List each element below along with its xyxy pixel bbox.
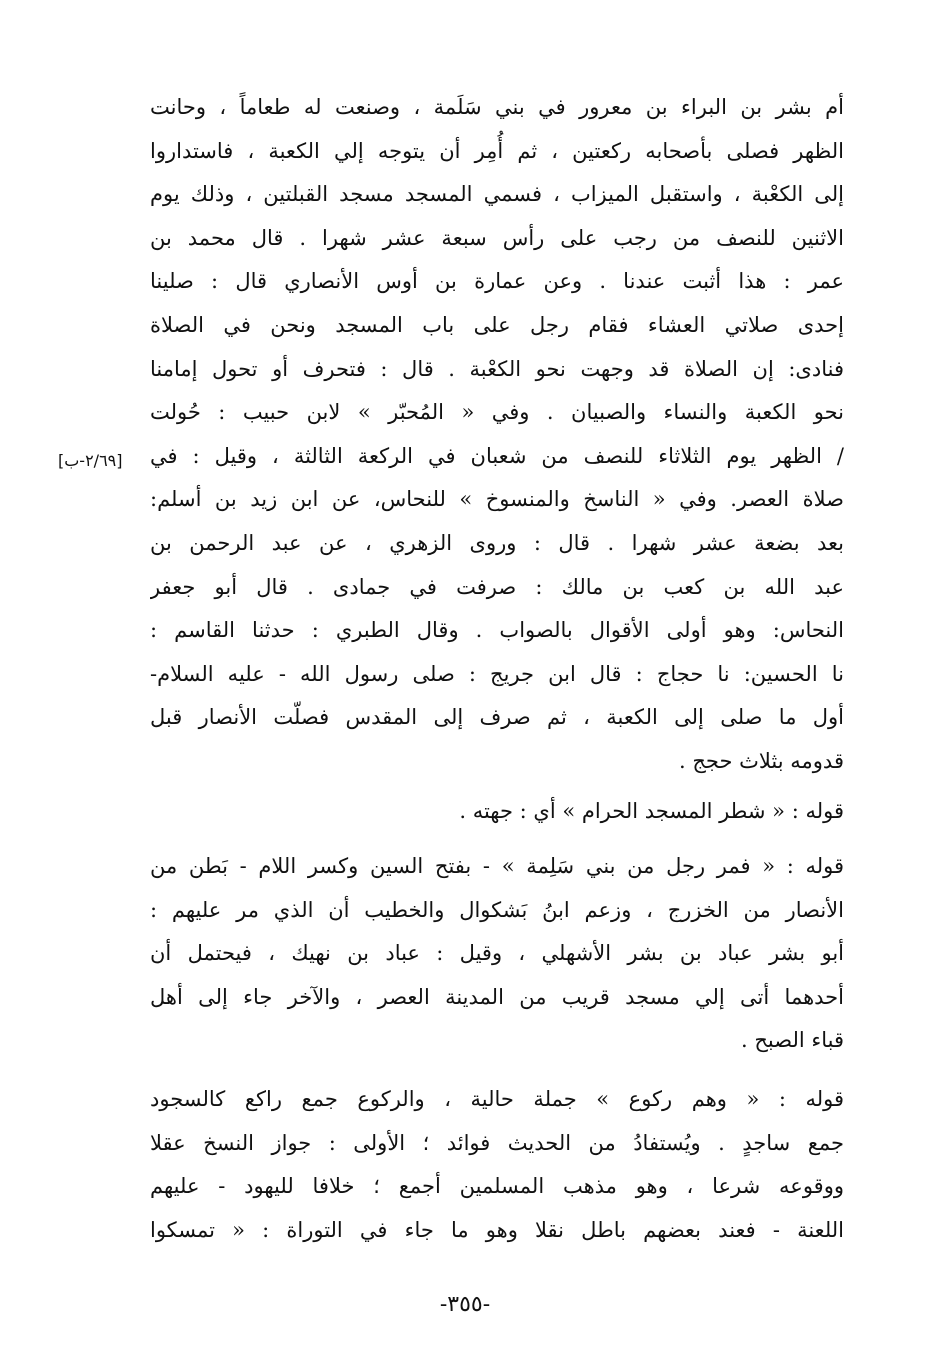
- text-line: قوله : « وهم ركوع » جملة حالية ، والركوع جمع راكع كالسجود: [150, 1087, 844, 1111]
- text-line: أحدهما أتى إلي مسجد قريب من المدينة العصر ، والآخر جاء إلى أهل: [150, 984, 844, 1009]
- text-line: / الظهر يوم الثلاثاء للنصف من شعبان في الركعة الثالثة ، وقيل : في: [150, 443, 844, 468]
- text-line: الظهر فصلى بأصحابه ركعتين ، ثم أُمِر أن يتوجه إلي الكعبة ، فاستداروا: [150, 138, 844, 163]
- text-line: أبو بشر عباد بن بشر الأشهلي ، وقيل : عباد بن نهيك ، فيحتمل أن: [150, 941, 844, 966]
- text-line: الأنصار من الخزرج ، وزعم ابنُ بَشكوال والخطيب أن الذي مر عليهم :: [150, 897, 844, 922]
- text-line: نحو الكعبة والنساء والصبيان . وفي « المُحبّر » لابن حبيب : حُولت: [150, 400, 844, 425]
- text-line: أم بشر بن البراء بن معرور في بني سَلَمة ، وصنعت له طعاماً ، وحانت: [150, 95, 844, 119]
- page-number: -٣٥٥-: [439, 1292, 491, 1317]
- text-line: بعد بضعة عشر شهرا . قال : وروى الزهري ، عن عبد الرحمن بن: [150, 530, 844, 555]
- text-line: قوله : « فمر رجل من بني سَلِمة » - بفتح السين وكسر اللام - بَطن من: [150, 854, 844, 878]
- paragraph-3: [150, 845, 844, 1063]
- text-line: ووقوعه شرعا ، وهو مذهب المسلمين أجمع ؛ خلافا لليهود - عليهم: [150, 1174, 844, 1199]
- text-line: قدومه بثلاث حجج .: [679, 748, 844, 773]
- text-line: عمر : هذا أثبت عندنا . وعن عمارة بن أوس الأنصاري قال : صلينا: [150, 269, 844, 294]
- text-line: فنادى: إن الصلاة قد وجهت نحو الكعْبة . قال : فتحرف أو تحول إمامنا: [150, 356, 844, 381]
- margin-reference-note: [٢/٦٩-ب]: [58, 451, 123, 470]
- text-line: إحدى صلاتي العشاء فقام رجل على باب المسجد ونحن في الصلاة: [150, 312, 844, 337]
- text-line: جمع ساجدٍ . ويُستفادُ من الحديث فوائد ؛ الأولى : جواز النسخ عقلا: [150, 1130, 844, 1155]
- text-line: أول ما صلى إلى الكعبة ، ثم صرف إلى المقدس فصلّت الأنصار قبل: [150, 705, 844, 730]
- text-line: الاثنين للنصف من رجب على رأس سبعة عشر شهرا . قال محمد بن: [150, 225, 844, 250]
- text-line: النحاس: وهو أولى الأقوال بالصواب . وقال الطبري : حدثنا القاسم :: [150, 618, 844, 643]
- text-line: عبد الله بن كعب بن مالك : صرفت في جمادى . قال أبو جعفر: [150, 574, 844, 599]
- text-line: نا الحسين: نا حجاج : قال ابن جريج : صلى رسول الله - عليه السلام-: [150, 661, 844, 686]
- paragraph-4: [150, 1078, 844, 1252]
- text-line: قباء الصبح .: [740, 1028, 844, 1053]
- paragraph-2: [150, 790, 844, 834]
- text-line: قوله : « شطر المسجد الحرام » أي : جهته .: [459, 799, 844, 823]
- paragraph-1: [150, 86, 844, 784]
- text-line: اللعنة - فعند بعضهم باطل نقلا وهو ما جاء في التوراة : « تمسكوا: [150, 1217, 844, 1242]
- text-line: صلاة العصر. وفي « الناسخ والمنسوخ » للنحاس، عن ابن زيد بن أسلم:: [150, 487, 844, 512]
- text-line: إلى الكعْبة ، واستقبل الميزاب ، فسمي المسجد مسجد القبلتين ، وذلك يوم: [150, 182, 844, 207]
